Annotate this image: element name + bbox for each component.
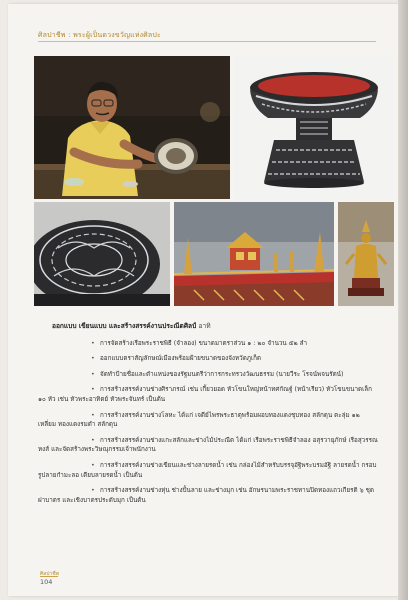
header-rule [38,41,376,42]
pedestal-bowl-photo [234,56,394,199]
list-item: • การสร้างสรรค์งานช่างแกะสลักและช่างไม้ประณีต ได้แก่ เรือพระราชพิธีจำลอง อสุรวายุภักษ์ เรือสุวรรณหงส์ และจัดสร้างพระวิษณุกรรมเจ้าพนักงาน [38,436,378,455]
book-binding-edge [398,0,408,600]
inlaid-lid-photo [34,202,170,306]
list-item: • การจัดสร้างเรือพระราชพิธี (จำลอง) ขนาดมาตราส่วน ๑ : ๒๐ จำนวน ๕๒ ลำ [38,339,378,349]
list-item: • การสร้างสรรค์งานช่างศิราภรณ์ เช่น เกี้ยวยอด หัวโขนใหญ่หน้าทศกัณฐ์ (หน้าเรียว) หัวโขนขนาดเล็ก ๑๐ หัว เช่น หัวพระอาทิตย์ หัวพระจันทร์ เป็นต้น [38,385,378,404]
lead-paragraph [52,322,378,332]
golden-figure-photo [338,202,394,306]
book-page [8,4,398,596]
craftsman-photo [34,56,230,199]
running-header: ศิลปาชีพ : พระผู้เป็นดวงขวัญแห่งศิลปะ [38,31,161,39]
page-number: 104 [40,578,53,586]
list-item: • ออกแบบตราสัญลักษณ์เมืองพร้อมฝ้ายขนาดของจังหวัดภูเก็ต [38,354,378,364]
footer-rule [40,576,58,577]
barge-models-photo [174,202,334,306]
lead-bold: ออกแบบ เขียนแบบ และสร้างสรรค์งานประณีตศิลป์ [52,322,197,330]
lead-tail: อาทิ [198,322,211,330]
list-item: • การสร้างสรรค์งานช่างโลหะ ได้แก่ เจดีย์ไพรพระธาตุพร้อมผอบทองแดงชุบทอง สลักดุน ตะลุ่ม ๑๒ เหลี่ยม ทองแดงรมดำ สลักดุน [38,411,378,430]
list-item: • การสร้างสรรค์งานช่างเขียนและช่างลายรดน้ำ เช่น กล่องไม้สำหรับบรรจุอัฐิพระบรมอัฐิ ลายรดน้ำ กรอบรูปลายกำมะลอ เตียบลายรดน้ำ เป็นต้น [38,461,378,480]
achievement-list [38,339,378,506]
footer-label: ศิลปาชีพ [40,571,59,577]
list-item: • การสร้างสรรค์งานช่างหุ่น ช่างปั้นลาย และช่างมุก เช่น อักษรนามพระราชทานปิดทองแถวเกียรติ ๖ ชุด ฝาบาตร และเชิงบาตรประดับมุก เป็นต้น [38,486,378,505]
list-item: • จัดทำป้ายชื่อและตำแหน่งของรัฐมนตรีว่าการกระทรวงวัฒนธรรม (นายวีระ โรจน์พจนรัตน์) [38,370,378,380]
body-text [38,322,378,511]
